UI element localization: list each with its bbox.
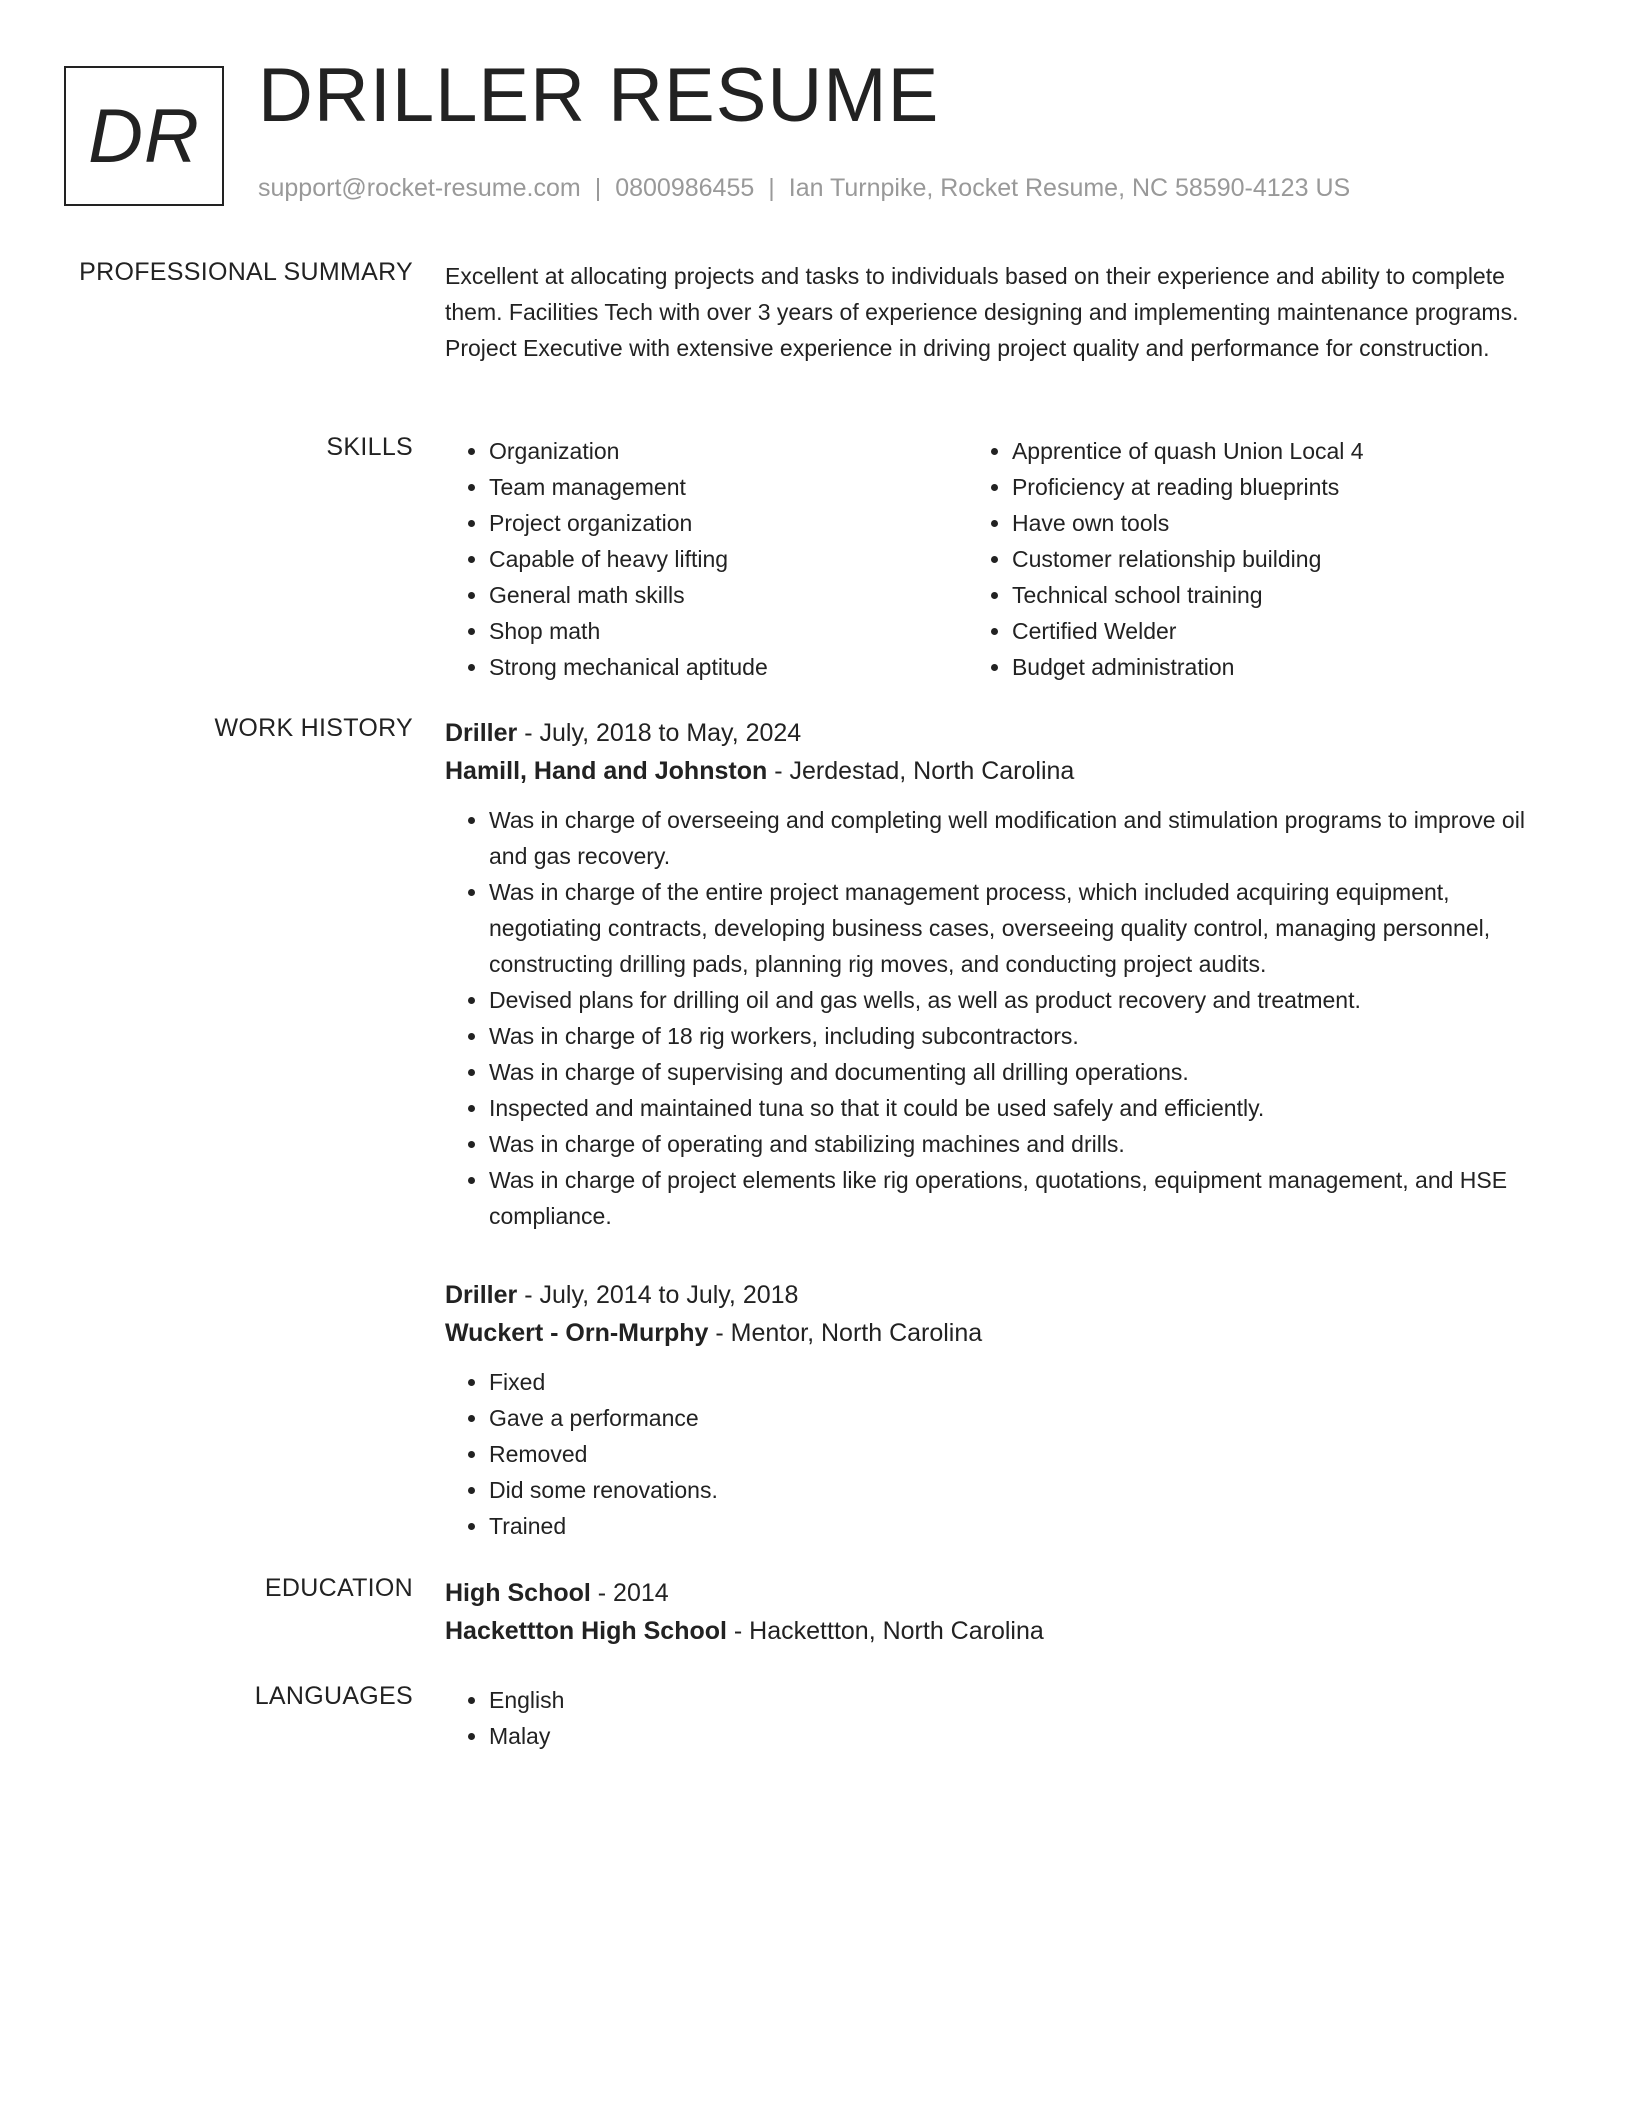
skill-item: • Have own tools	[1012, 505, 1535, 541]
education-location: - Hackettton, North Carolina	[726, 1617, 1044, 1645]
job-title-line	[445, 714, 1535, 752]
skills-list-left	[445, 433, 968, 685]
job-title: Driller	[445, 1281, 518, 1309]
contact-address: Ian Turnpike, Rocket Resume, NC 58590-4123 US	[788, 174, 1351, 202]
job-company: Wuckert - Orn-Murphy	[445, 1319, 709, 1347]
job-bullet: • Was in charge of operating and stabilizing machines and drills.	[489, 1126, 1535, 1162]
skill-item: • Proficiency at reading blueprints	[1012, 469, 1535, 505]
job-bullet: • Removed	[489, 1436, 1535, 1472]
languages-list	[445, 1682, 1535, 1754]
job-title-line	[445, 1276, 1535, 1314]
summary-content	[445, 258, 1535, 366]
education-degree-line	[445, 1574, 1535, 1612]
job-entry	[445, 1276, 1535, 1544]
job-company: Hamill, Hand and Johnston	[445, 757, 768, 785]
job-bullet: • Did some renovations.	[489, 1472, 1535, 1508]
education-school-line	[445, 1612, 1535, 1650]
contact-email: support@rocket-resume.com	[258, 174, 581, 202]
job-entry	[445, 714, 1535, 1234]
skill-item: • Technical school training	[1012, 577, 1535, 613]
education-year: - 2014	[590, 1579, 669, 1607]
skill-item: • Strong mechanical aptitude	[489, 649, 968, 685]
job-bullets	[445, 1364, 1535, 1544]
languages-label: LANGUAGES	[254, 1682, 413, 1710]
job-location: - Jerdestad, North Carolina	[767, 757, 1075, 785]
resume-name: DRILLER RESUME	[258, 53, 940, 138]
job-bullets	[445, 802, 1535, 1234]
contact-separator: |	[768, 174, 775, 202]
skills-list-right	[968, 433, 1535, 685]
skill-item: • Capable of heavy lifting	[489, 541, 968, 577]
job-bullet: • Fixed	[489, 1364, 1535, 1400]
education-school: Hackettton High School	[445, 1617, 727, 1645]
monogram-badge: DR	[64, 66, 224, 206]
job-title: Driller	[445, 719, 518, 747]
job-bullet: • Was in charge of the entire project management process, which included acquiring equipment, negotiating contracts, developing business cases, overseeing quality control, managing personnel, constructing drilling pads, planning rig moves, and conducting project audits.	[489, 874, 1535, 982]
job-bullet: • Was in charge of 18 rig workers, including subcontractors.	[489, 1018, 1535, 1054]
skill-item: • Team management	[489, 469, 968, 505]
work-label: WORK HISTORY	[214, 714, 413, 742]
job-company-line	[445, 752, 1535, 790]
job-dates: - July, 2014 to July, 2018	[517, 1281, 799, 1309]
skill-item: • Project organization	[489, 505, 968, 541]
education-degree: High School	[445, 1579, 591, 1607]
contact-separator: |	[594, 174, 602, 202]
education-label: EDUCATION	[264, 1574, 413, 1602]
job-bullet: • Inspected and maintained tuna so that it could be used safely and efficiently.	[489, 1090, 1535, 1126]
skill-item: • General math skills	[489, 577, 968, 613]
contact-line	[258, 174, 1350, 203]
summary-text: Excellent at allocating projects and tasks to individuals based on their experience and ability to complete them. Facilities Tech with over 3 years of experience designing and implementing maintenance programs. Project Executive with extensive experience in driving project quality and performance for construction.	[445, 263, 1519, 361]
skill-item: • Organization	[489, 433, 968, 469]
language-item: • English	[489, 1682, 1535, 1718]
job-bullet: • Trained	[489, 1508, 1535, 1544]
job-bullet: • Devised plans for drilling oil and gas wells, as well as product recovery and treatment.	[489, 982, 1535, 1018]
job-bullet: • Was in charge of project elements like rig operations, quotations, equipment management, and HSE compliance.	[489, 1162, 1535, 1234]
job-bullet: • Was in charge of supervising and documenting all drilling operations.	[489, 1054, 1535, 1090]
skill-item: • Customer relationship building	[1012, 541, 1535, 577]
job-bullet: • Gave a performance	[489, 1400, 1535, 1436]
job-location: - Mentor, North Carolina	[708, 1319, 983, 1347]
languages-content	[445, 1682, 1535, 1754]
job-company-line	[445, 1314, 1535, 1352]
skill-item: • Shop math	[489, 613, 968, 649]
education-content	[445, 1574, 1535, 1650]
skill-item: • Apprentice of quash Union Local 4	[1012, 433, 1535, 469]
contact-phone: 0800986455	[615, 174, 755, 202]
skill-item: • Budget administration	[1012, 649, 1535, 685]
work-content	[445, 714, 1535, 1586]
skills-label: SKILLS	[326, 433, 413, 461]
skills-content	[445, 433, 1535, 685]
job-bullet: • Was in charge of overseeing and completing well modification and stimulation programs to improve oil and gas recovery.	[489, 802, 1535, 874]
summary-label: PROFESSIONAL SUMMARY	[79, 258, 413, 286]
language-item: • Malay	[489, 1718, 1535, 1754]
job-dates: - July, 2018 to May, 2024	[517, 719, 802, 747]
skill-item: • Certified Welder	[1012, 613, 1535, 649]
skills-columns	[445, 433, 1535, 685]
